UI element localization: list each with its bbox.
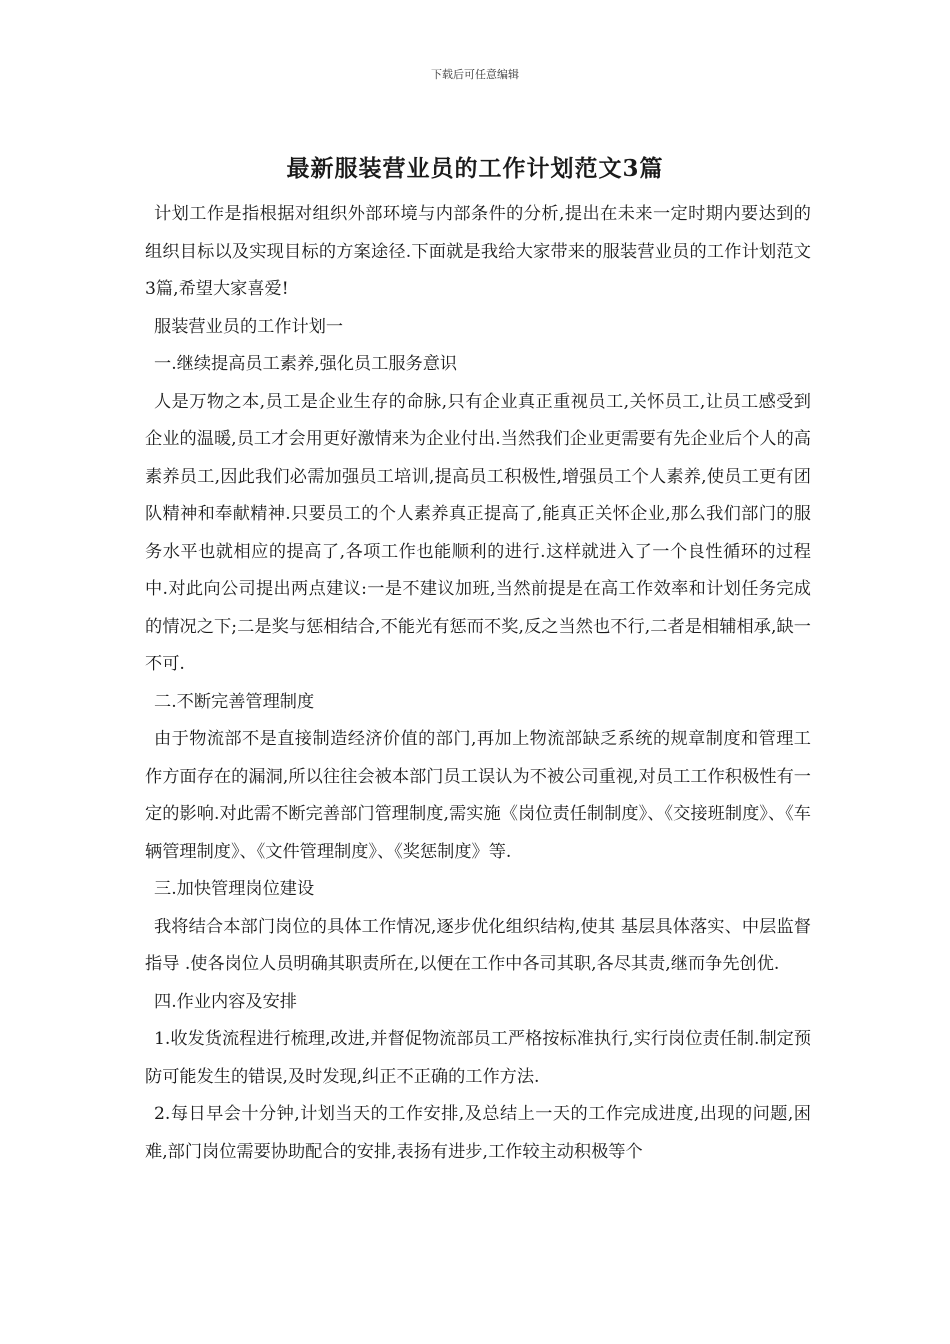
body-paragraph-2: 由于物流部不是直接制造经济价值的部门,再加上物流部缺乏系统的规章制度和管理工作方面存在的漏洞,所以往往会被本部门员工误认为不被公司重视,对员工工作积极性有一定的影响.对此需不断完善部门管理制度,需实施《岗位责任制制度》、《交接班制度》、《车辆管理制度》、《文件管理制度》、《奖惩制度》等. [145,729,811,862]
list-item-2: 2.每日早会十分钟,计划当天的工作安排,及总结上一天的工作完成进度,出现的问题,困难,部门岗位需要协助配合的安排,表扬有进步,工作较主动积极等个 [145,1104,811,1162]
list-item-1: 1.收发货流程进行梳理,改进,并督促物流部员工严格按标准执行,实行岗位责任制.制定预防可能发生的错误,及时发现,纠正不正确的工作方法. [145,1029,812,1087]
subheading-3: 三.加快管理岗位建设 [154,879,315,899]
header-note: 下载后可任意编辑 [431,68,519,81]
body-paragraph-1: 人是万物之本,员工是企业生存的命脉,只有企业真正重视员工,关怀员工,让员工感受到企业的温暖,员工才会用更好激情来为企业付出.当然我们企业更需要有先企业后个人的高素养员工,因此我们必需加强员工培训,提高员工积极性,增强员工个人素养,使员工更有团队精神和奉献精神.只要员工的个人素养真正提高了,能真正关怀企业,那么我们部门的服务水平也就相应的提高了,各项工作也能顺利的进行.这样就进入了一个良性循环的过程中.对此向公司提出两点建议:一是不建议加班,当然前提是在高工作效率和计划任务完成的情况之下;二是奖与惩相结合,不能光有惩而不奖,反之当然也不行,二者是相辅相承,缺一不可. [145,391,811,674]
subheading-1: 一.继续提高员工素养,强化员工服务意识 [154,354,458,374]
subheading-4: 四.作业内容及安排 [154,991,297,1012]
section-heading-plan-one: 服装营业员的工作计划一 [154,316,344,337]
document-title: 最新服装营业员的工作计划范文3篇 [286,155,664,182]
document-body [145,196,811,1171]
body-paragraph-3: 我将结合本部门岗位的具体工作情况,逐步优化组织结构,使其 基层具体落实、中层监督指导 .使各岗位人员明确其职责所在,以便在工作中各司其职,各尽其责,继而争先创优. [145,916,811,974]
intro-paragraph: 计划工作是指根据对组织外部环境与内部条件的分析,提出在未来一定时期内要达到的组织目标以及实现目标的方案途径.下面就是我给大家带来的服装营业员的工作计划范文3篇,希望大家喜爱! [145,204,811,299]
subheading-2: 二.不断完善管理制度 [154,691,315,712]
